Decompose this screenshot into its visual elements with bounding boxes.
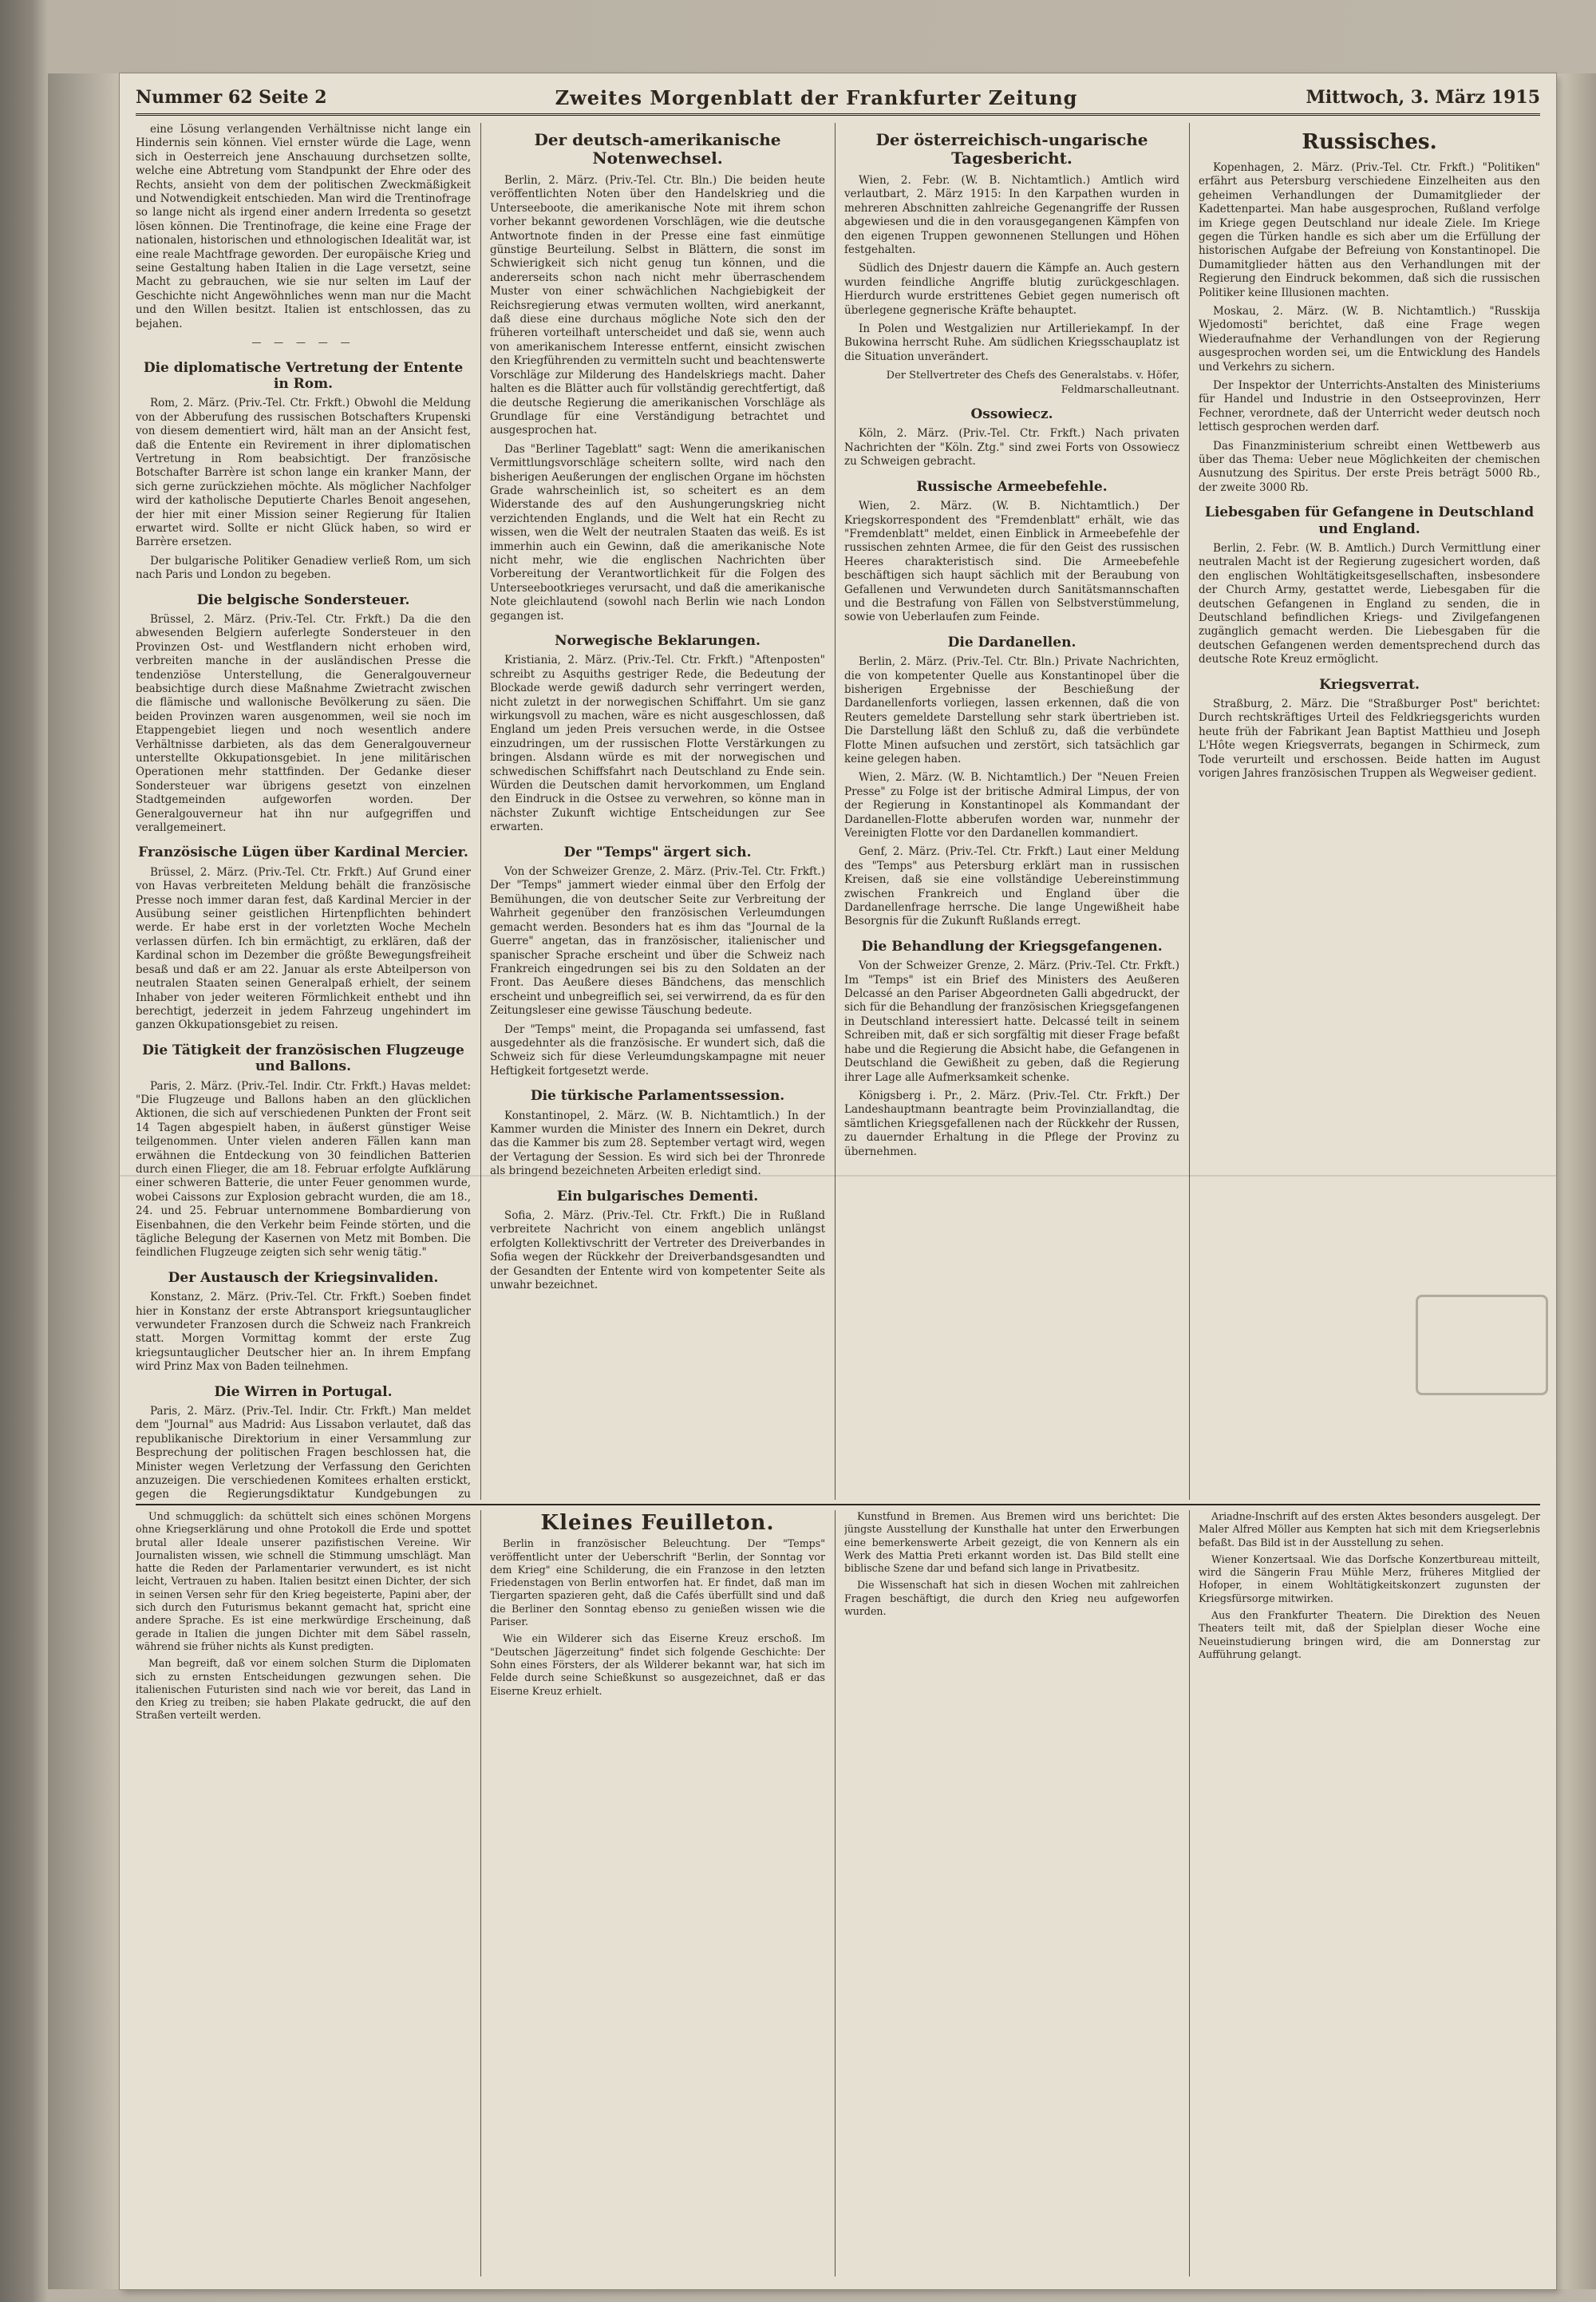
feuilleton-column-4	[1199, 1510, 1540, 2276]
paper-fold	[120, 1175, 1556, 1177]
headline: Die diplomatische Vertretung der Entente in Rom.	[143, 359, 464, 392]
headline: Liebesgaben für Gefangene in Deutschland und England.	[1204, 504, 1535, 537]
headline: Kriegsverrat.	[1319, 676, 1420, 693]
feuilleton-text: Ariadne-Inschrift auf des ersten Aktes besonders ausgelegt. Der Maler Alfred Möller aus Kempten hat sich mit dem Kriegserlebnis befaßt. Das Bild ist in der Ausstellung zu sehen.	[1199, 1510, 1540, 1549]
headline: Die Dardanellen.	[947, 634, 1077, 651]
headline: Die Tätigkeit der französischen Flugzeuge und Ballons.	[142, 1042, 464, 1075]
feuilleton-text: Und schmugglich: da schüttelt sich eines schönen Morgens ohne Kriegserklärung und ohne Protokoll die Erde und spottet brutal aller Ideale unserer pazifistischen Vereine. Wir Journalisten wissen, wie schnell die Stimmung umschlägt. Man hatte die Reden der Parlamentarier verwundert, es ist nicht leicht, Vertrauen zu haben. Italien besitzt einen Dichter, der sich in seinen Versen sehr für den Krieg begeisterte, Papini aber, der sich durch den Futurismus bekannt gemacht hat, spricht eine andere Sprache. Es ist eine merkwürdige Erscheinung, daß gerade in Italien die jungen Dichter mit dem Säbel rasseln, während sie früher nichts als Kunst predigten.	[136, 1510, 471, 1652]
headline: Die Wirren in Portugal.	[214, 1383, 393, 1400]
article-text: Berlin, 2. März. (Priv.-Tel. Ctr. Bln.) Private Nachrichten, die von kompetenter Quelle aus Konstantinopel über die bisherigen Ergebnisse der Beschießung der Dardanellenforts vorliegen, lassen erkennen, daß die von Reuters gemeldete Darstellung sehr stark übertrieben ist. Die Darstellung läßt den Schluß zu, daß die verbündete Flotte Minen aufsuchen und zerstört, sich tatsächlich gar keine gelegen haben.	[844, 655, 1179, 765]
article-text: Kristiania, 2. März. (Priv.-Tel. Ctr. Frkft.) "Aftenposten" schreibt zu Asquiths gestriger Rede, die Bedeutung der Blockade werde gewiß dadurch sehr verringert werden, nicht zuletzt in der norwegischen Schiffahrt. Um sie ganz wirkungsvoll zu machen, wäre es nicht ausgeschlossen, daß England um jeden Preis versuchen werde, in die Ostsee einzudringen, um der russischen Flotte Verstärkungen zu bringen. Alsdann würde es mit der norwegischen und schwedischen Schiffsfahrt nach Deutschland zu Ende sein. Würden die Deutschen damit hervorkommen, um England den Eindruck in die Ostsee zu verwehren, so könne man in nächster Zukunft wichtige Entscheidungen zur See erwarten.	[490, 654, 825, 834]
article-text: Moskau, 2. März. (W. B. Nichtamtlich.) "Russkija Wjedomosti" berichtet, daß eine Frage wegen Wiederaufnahme der Verhandlungen von der Regierung ausgesprochen worden sei, um die Entwicklung des Handels und Verkehrs zu sichern.	[1199, 304, 1540, 374]
feuilleton-text: Wiener Konzertsaal. Wie das Dorfsche Konzertbureau mitteilt, wird die Sängerin Frau Mühle Merz, früheres Mitglied der Hofoper, in einem Wohltätigkeitskonzert zugunsten der Kriegsfürsorge mitwirken.	[1199, 1552, 1540, 1604]
article-text: Konstantinopel, 2. März. (W. B. Nichtamtlich.) In der Kammer wurden die Minister des Innern ein Dekret, durch das die Kammer bis zum 28. September vertagt wird, wegen der Vertagung der Session. Es wird sich bei der Thronrede als bringend bezeichneten Arbeiten erledigt sind.	[490, 1109, 825, 1178]
article-text: eine Lösung verlangenden Verhältnisse nicht lange ein Hindernis sein können. Viel ernster würde die Lage, wenn sich in Oesterreich jene Anschauung durchsetzen sollte, welche eine Abtretung vom Standpunkt der Ehre oder des Rechts, ansieht von dem der politischen Zweckmäßigkeit und Notwendigkeit entschieden. Man wird die Trentinofrage so lange nicht als irgend einer andern Irredenta so gesetzt lösen können. Die Trentinofrage, die keine eine Frage der nationalen, historischen und ethnologischen Idealität war, ist eine reale Machtfrage geworden. Der europäische Krieg und seine Gestaltung haben Italien in die Lage versetzt, seine Macht zu gebrauchen, wie sie nur selten im Lauf der Geschichte nicht Angewöhnliches wenn man nur die Macht und den Willen besitzt. Italien ist entschlossen, das zu bejahen.	[136, 123, 471, 330]
headline: Russische Armeebefehle.	[916, 478, 1108, 495]
headline: Die Behandlung der Kriegsgefangenen.	[861, 938, 1163, 955]
feuilleton-title: Kleines Feuilleton.	[540, 1511, 775, 1535]
article-text: Das "Berliner Tageblatt" sagt: Wenn die amerikanischen Vermittlungsvorschläge scheitern sollte, wird nach den bisherigen Aeußerungen der englischen Organe im höchsten Grade wahrscheinlich ist, so scheitert es an dem Widerstande des auf den Aushungerungskrieg nicht verzichtenden Englands, und die Welt hat ein Recht zu wissen, wen die Welt der neutralen Staaten das weiß. Es ist immerhin auch ein Gewinn, daß die amerikanische Note nicht mehr, wie die englischen Nachrichten über Vorbereitung der Verantwortlichkeit für die Folgen des Unterseebootkrieges verursacht, und daß die amerikanische Note gleichlautend (sowohl nach Berlin wie nach London gegangen ist.	[490, 442, 825, 623]
masthead-title: Zweites Morgenblatt der Frankfurter Zeitung	[555, 85, 1078, 109]
article-text: Paris, 2. März. (Priv.-Tel. Indir. Ctr. Frkft.) Man meldet dem "Journal" aus Madrid: Aus Lissabon verlautet, daß das republikanische Direktorium in einer Versammlung zur Besprechung der politischen Fragen beschlossen hat, die Minister wegen Verletzung der Verfassung den Gerichten anzuzeigen. Die verschiedenen Komitees erhalten erstickt, gegen die Regierungsdiktatur Kundgebungen zu	[136, 1405, 471, 1500]
separator: — — — — —	[251, 337, 355, 349]
article-text: Brüssel, 2. März. (Priv.-Tel. Ctr. Frkft.) Da die den abwesenden Belgiern auferlegte Sondersteuer in den Provinzen Ost- und Westflandern nicht erhoben wird, verbreiten manche in der ausländischen Presse die tendenziöse Unterstellung, die Generalgouverneur beabsichtige durch diese Maßnahme Zwietracht zwischen die flämische und wallonische Bevölkerung zu säen. Die beiden Provinzen waren ausgenommen, weil sie noch im Etappengebiet liegen und noch wesentlich andere Verhältnisse darbieten, als das dem Generalgouverneur unterstellte Okkupationsgebiet. In jene militärischen Operationen mehr stattfinden. Der Gedanke dieser Sondersteuer war übrigens gesetzt von einzelnen Stadtgemeinden aufgeworfen worden. Der Generalgouverneur hat ihn nur aufgegriffen und verallgemeinert.	[136, 612, 471, 835]
article-text: Königsberg i. Pr., 2. März. (Priv.-Tel. Ctr. Frkft.) Der Landeshauptmann beantragte beim Provinziallandtag, die sämtlichen Kriegsgefallenen nach der Rückkehr der Russen, zu dauernder Erhaltung in die Pflege der Provinz zu übernehmen.	[844, 1089, 1179, 1158]
headline: Der Austausch der Kriegsinvaliden.	[168, 1269, 439, 1286]
headline: Der "Temps" ärgert sich.	[563, 844, 752, 860]
feuilleton-text: Aus den Frankfurter Theatern. Die Direktion des Neuen Theaters teilt mit, daß der Spielplan dieser Woche eine Neueinstudierung bringen wird, die am Donnerstag zur Aufführung gelangt.	[1199, 1609, 1540, 1660]
headline-major: Russisches.	[1302, 130, 1437, 154]
headline: Die türkische Parlamentssession.	[530, 1088, 785, 1105]
column-rule	[480, 123, 481, 1500]
headline: Norwegische Beklarungen.	[555, 633, 760, 649]
article-text: Der bulgarische Politiker Genadiew verließ Rom, um sich nach Paris und London zu begeben.	[136, 554, 471, 582]
column-1	[136, 123, 471, 1500]
article-text: Sofia, 2. März. (Priv.-Tel. Ctr. Frkft.) Die in Rußland verbreitete Nachricht von einem angeblich unlängst erfolgten Kollektivschritt der Vertreter des Dreiverbandes in Sofia wegen der Rückkehr der Dreiverbandsgesandten und der Gesandten der Entente wird von kompetenter Seite als unwahr bezeichnet.	[490, 1208, 825, 1291]
article-text: Straßburg, 2. März. Die "Straßburger Post" berichtet: Durch rechtskräftiges Urteil des Feldkriegsgerichts wurden heute früh der Fabrikant Jean Baptist Matthieu und Joseph L'Hôte wegen Kriegsverrats, begangen in Schirmeck, zum Tode verurteilt und erschossen. Beide hatten im August vorigen Jahres französischen Truppen als Wegweiser gedient.	[1199, 698, 1540, 781]
column-4	[1199, 123, 1540, 1500]
feuilleton-text: Die Wissenschaft hat sich in diesen Wochen mit zahlreichen Fragen beschäftigt, die durch den Krieg neu aufgeworfen wurden.	[844, 1579, 1179, 1618]
article-text: Berlin, 2. Febr. (W. B. Amtlich.) Durch Vermittlung einer neutralen Macht ist der Regierung zugesichert worden, daß den englischen Wohltätigkeitsgesellschaften, insbesondere der Church Army, gestattet werde, Liebesgaben für die deutschen Gefangenen in England zu senden, die in Deutschland befindlichen Kriegs- und Zivilgefangenen zugänglich gemacht werden. Die Liebesgaben für die deutschen Gefangenen werden dementsprechend durch das deutsche Rote Kreuz ermöglicht.	[1199, 542, 1540, 666]
masthead	[136, 81, 1540, 116]
feuilleton-divider	[136, 1504, 1540, 1505]
article-text: Kopenhagen, 2. März. (Priv.-Tel. Ctr. Frkft.) "Politiken" erfährt aus Petersburg verschiedene Einzelheiten aus den geheimen Verhandlungen der Dumamitglieder der Kadettenpartei. Man habe ausgesprochen, Rußland verfolge im Kriege gegen Deutschland nur ideale Ziele. Im Kriege gegen die Türken handle es sich aber um die Erfüllung der historischen Aufgabe der Befreiung von Konstantinopel. Die Dumamitglieder hätten aus den Verhandlungen mit der Regierung den Eindruck bekommen, daß sich die russischen Politiker keine Illusionen machten.	[1199, 160, 1540, 299]
headline: Ossowiecz.	[970, 406, 1053, 423]
masthead-issue: Nummer 62 Seite 2	[136, 87, 327, 108]
article-text: Wien, 2. Febr. (W. B. Nichtamtlich.) Amtlich wird verlautbart, 2. März 1915: In den Karpathen wurden in mehreren Abschnitten zahlreiche Gegenangriffe der Russen abgewiesen und die in den vorausgegangenen Kämpfen von den eigenen Truppen gewonnenen Stellungen und Höhen festgehalten.	[844, 174, 1179, 257]
article-text: Konstanz, 2. März. (Priv.-Tel. Ctr. Frkft.) Soeben findet hier in Konstanz der erste Abtransport kriegsuntauglicher verwundeter Franzosen durch die Schweiz nach Frankreich statt. Morgen Vormittag kommt der erste Zug kriegsuntauglicher Deutscher hier an. In ihrem Empfang wird Prinz Max von Baden teilnehmen.	[136, 1291, 471, 1374]
feuilleton-text: Wie ein Wilderer sich das Eiserne Kreuz erschoß. Im "Deutschen Jägerzeitung" findet sich folgende Geschichte: Der Sohn eines Försters, der als Wilderer bekannt war, hat sich im Felde durch seine Schießkunst so ausgezeichnet, daß er das Eiserne Kreuz erhielt.	[490, 1632, 825, 1697]
article-text: Genf, 2. März. (Priv.-Tel. Ctr. Frkft.) Laut einer Meldung des "Temps" aus Petersburg erklärt man in russischen Kreisen, daß sie eine vollständige Uebereinstimmung zwischen Frankreich und England über die Dardanellenfrage herrsche. Die lange Ungewißheit habe Besorgnis für die Zukunft Rußlands erregt.	[844, 845, 1179, 928]
article-text: In Polen und Westgalizien nur Artilleriekampf. In der Bukowina herrscht Ruhe. Am südlichen Kriegsschauplatz ist die Situation unverändert.	[844, 322, 1179, 363]
feuilleton-text: Kunstfund in Bremen. Aus Bremen wird uns berichtet: Die jüngste Ausstellung der Kunsthalle hat unter den Erwerbungen eine bemerkenswerte Arbeit gezeigt, die von Kennern als ein Werk des Mattia Preti erkannt worden ist. Das Bild stellt eine biblische Szene dar und befand sich lange in Privatbesitz.	[844, 1510, 1179, 1575]
faded-stamp-mark	[1416, 1295, 1548, 1395]
column-rule	[1189, 1510, 1190, 2276]
column-rule	[835, 1510, 836, 2276]
feuilleton-column-3	[844, 1510, 1179, 2276]
newspaper-page	[120, 73, 1556, 2289]
feuilleton-column-1	[136, 1510, 471, 2276]
feuilleton-column-2	[490, 1510, 825, 2276]
article-text: Der "Temps" meint, die Propaganda sei umfassend, fast ausgedehnter als die französische. Er wundert sich, daß die Schweiz sich für diese Verleumdungskampagne mit neuer Heftigkeit fortgesetzt werde.	[490, 1022, 825, 1078]
article-text: Das Finanzministerium schreibt einen Wettbewerb aus über das Thema: Ueber neue Möglichkeiten der chemischen Ausnutzung des Spiritus. Der erste Preis beträgt 5000 Rb., der zweite 3000 Rb.	[1199, 439, 1540, 494]
headline: Ein bulgarisches Dementi.	[556, 1188, 759, 1204]
column-2	[490, 123, 825, 1500]
article-text: Südlich des Dnjestr dauern die Kämpfe an. Auch gestern wurden feindliche Angriffe blutig zurückgeschlagen. Hierdurch wurde erstrittenes Gebiet gegen numerisch oft überlegene gegnerische Kräfte behauptet.	[844, 262, 1179, 317]
article-text: Der Inspektor der Unterrichts-Anstalten des Ministeriums für Handel und Industrie in den Ostseeprovinzen, Herr Fechner, verordnete, daß der Unterricht weder deutsch noch lettisch gesprochen werden darf.	[1199, 378, 1540, 434]
signature: Der Stellvertreter des Chefs des Generalstabs. v. Höfer, Feldmarschalleutnant.	[886, 370, 1179, 396]
article-text: Wien, 2. März. (W. B. Nichtamtlich.) Der "Neuen Freien Presse" zu Folge ist der britische Admiral Limpus, der von der Regierung in Konstantinopel als Kommandant der Dardanellen-Flotte abberufen worden war, nunmehr der Vereinigten Flotte vor den Dardanellen kommandiert.	[844, 771, 1179, 841]
article-text: Berlin, 2. März. (Priv.-Tel. Ctr. Bln.) Die beiden heute veröffentlichten Noten über den Handelskrieg und die Unterseeboote, die amerikanische Note mit ihrem schon vorher bekannt gewordenen Vorschlägen, wie die deutsche Antwortnote finden in der Presse eine fast einmütige günstige Beurteilung. Selbst in Blättern, die sonst im Schwierigkeit sich nicht genug tun können, und die andererseits schon nach nicht mehr überraschendem Muster von einer schwächlichen Nachgiebigkeit der Reichsregierung etwas vermuten wollten, wird anerkannt, daß diese eine durchaus mögliche Note sich den der früheren vorteilhaft unterscheidet und daß sie, wenn auch von amerikanischem Interesse entfernt, einsicht zwischen den Kriegführenden zu vermitteln sucht und beachtenswerte Vorschläge zur Milderung des Handelskriegs macht. Daher halten es die Blätter auch für vollständig gerechtfertigt, daß die deutsche Regierung die amerikanischen Vorschläge als Grundlage für eine Verständigung betrachtet und ausgesprochen hat.	[490, 174, 825, 437]
article-text: Von der Schweizer Grenze, 2. März. (Priv.-Tel. Ctr. Frkft.) Der "Temps" jammert wieder einmal über den Erfolg der Bemühungen, die von deutscher Seite zur Verbreitung der Wahrheit gegenüber den französischen Verleumdungen gemacht werden. Besonders hat es ihm das "Journal de la Guerre" angetan, das in französischer, italienischer und spanischer Sprache erscheint und über die Schweiz nach Frankreich eingedrungen sei bis zu den Soldaten an der Front. Das Aeußere dieses Bändchens, das menschlich erscheint und unbegreiflich sei, sei verwirrend, da es für den Zeitungsleser eine gewisse Täuschung bedeute.	[490, 865, 825, 1018]
column-rule	[835, 123, 836, 1500]
article-text: Brüssel, 2. März. (Priv.-Tel. Ctr. Frkft.) Auf Grund einer von Havas verbreiteten Meldung behält die französische Presse noch immer daran fest, daß Kardinal Mercier in der Ausübung seiner geistlichen Hirtenpflichten behindert werde. Er habe erst in der vorletzten Woche Mecheln verlassen dürfen. Ich bin ermächtigt, zu erklären, daß der Kardinal schon im Dezember die größte Bewegungsfreiheit besaß und daß er am 22. Januar als erste Abteilperson von neutralen Staaten seinen Generalpaß erhielt, der seinem Inhaber von jeder weiteren Förmlichkeit enthebt und ihn berechtigt, jederzeit in jedem Fahrzeug ungehindert im ganzen Okkupationsgebiet zu reisen.	[136, 865, 471, 1032]
headline-major: Der österreichisch-ungarische Tagesbericht.	[875, 130, 1148, 168]
column-rule	[1189, 123, 1190, 1500]
feuilleton-text: Berlin in französischer Beleuchtung. Der "Temps" veröffentlicht unter der Ueberschrift "Berlin, der Sonntag vor dem Krieg" eine Schilderung, die ein Franzose in den letzten Friedenstagen von Berlin entworfen hat. Er findet, daß man im Tiergarten spazieren geht, daß die Cafés überfüllt sind und daß die Berliner den Sonntag ebenso zu genießen wissen wie die Pariser.	[490, 1537, 825, 1628]
column-rule	[480, 1510, 481, 2276]
headline: Die belgische Sondersteuer.	[196, 591, 410, 608]
headline-major: Der deutsch-amerikanische Notenwechsel.	[534, 130, 781, 168]
masthead-date: Mittwoch, 3. März 1915	[1306, 87, 1540, 108]
column-3	[844, 123, 1179, 1500]
next-page-edge	[1556, 73, 1596, 2289]
article-text: Paris, 2. März. (Priv.-Tel. Indir. Ctr. Frkft.) Havas meldet: "Die Flugzeuge und Ballons haben an den glücklichen Aktionen, die sich auf verschiedenen Punkten der Front seit 14 Tagen abgespielt haben, in äußerst günstiger Weise teilgenommen. Unter vielen anderen Fällen kann man erwähnen die Entdeckung von 30 feindlichen Batterien durch einen Flieger, die am 18. Februar erfolgte Aufklärung einer schweren Batterie, die unter Feuer genommen wurde, wobei Caissons zur Explosion gebracht wurden, die am 18., 24. und 25. Februar unternommene Bombardierung von Eisenbahnen, die den Verkehr beim Feinde störten, und die tägliche Belegung der Kasernen von Metz mit Bomben. Die feindlichen Flugzeuge zeigten sich sehr wenig tätig."	[136, 1079, 471, 1260]
article-text: Wien, 2. März. (W. B. Nichtamtlich.) Der Kriegskorrespondent des "Fremdenblatt" erhält, wie das "Fremdenblatt" meldet, einen Einblick in Armeebefehle der russischen zehnten Armee, die für den Geist des russischen Heeres charakteristisch sind. Die Armeebefehle beschäftigen sich haupt sächlich mit der Beraubung von Gefallenen und Verwundeten durch Sanitätsmannschaften und die Bestrafung von Fällen von Selbstverstümmelung, sowie von Ueberlaufen zum Feinde.	[844, 500, 1179, 624]
headline: Französische Lügen über Kardinal Mercier.	[138, 844, 468, 861]
article-text: Von der Schweizer Grenze, 2. März. (Priv.-Tel. Ctr. Frkft.) Im "Temps" ist ein Brief des Ministers des Aeußeren Delcassé an den Pariser Abgeordneten Galli abgedruckt, der sich für die Behandlung der französischen Kriegsgefangenen in Deutschland interessiert hatte. Delcassé teilt in seinem Schreiben mit, daß er sich sorgfältig mit dieser Frage befaßt habe und die Regierung die Absicht habe, die Gefangenen in Deutschland die Gewißheit zu geben, daß die Regierung ihrer Lage alle Aufmerksamkeit schenke.	[844, 959, 1179, 1084]
article-text: Rom, 2. März. (Priv.-Tel. Ctr. Frkft.) Obwohl die Meldung von der Abberufung des russischen Botschafters Krupenski von diesem dementiert wird, hält man an der Ansicht fest, daß die Entente ein Revirement in ihrer diplomatischen Vertretung in Rom beabsichtigt. Der französische Botschafter Barrère ist schon lange ein kranker Mann, der sich gerne zurückziehen möchte. Als möglicher Nachfolger wird der katholische Deputierte Charles Benoit angesehen, der hier mit einer Mission seiner Regierung für Italien erwartet wird. Sollte er nicht Glück haben, so wird er Barrère ersetzen.	[136, 397, 471, 549]
binding-edge	[48, 73, 120, 2289]
article-text: Köln, 2. März. (Priv.-Tel. Ctr. Frkft.) Nach privaten Nachrichten der "Köln. Ztg." sind zwei Forts von Ossowiecz zu Schweigen gebracht.	[844, 427, 1179, 469]
feuilleton-text: Man begreift, daß vor einem solchen Sturm die Diplomaten sich zu ernsten Entscheidungen gezwungen sehen. Die italienischen Futuristen sind nach wie vor bereit, das Land in den Krieg zu treiben; sie haben Plakate gedruckt, die auf den Straßen verteilt werden.	[136, 1657, 471, 1722]
